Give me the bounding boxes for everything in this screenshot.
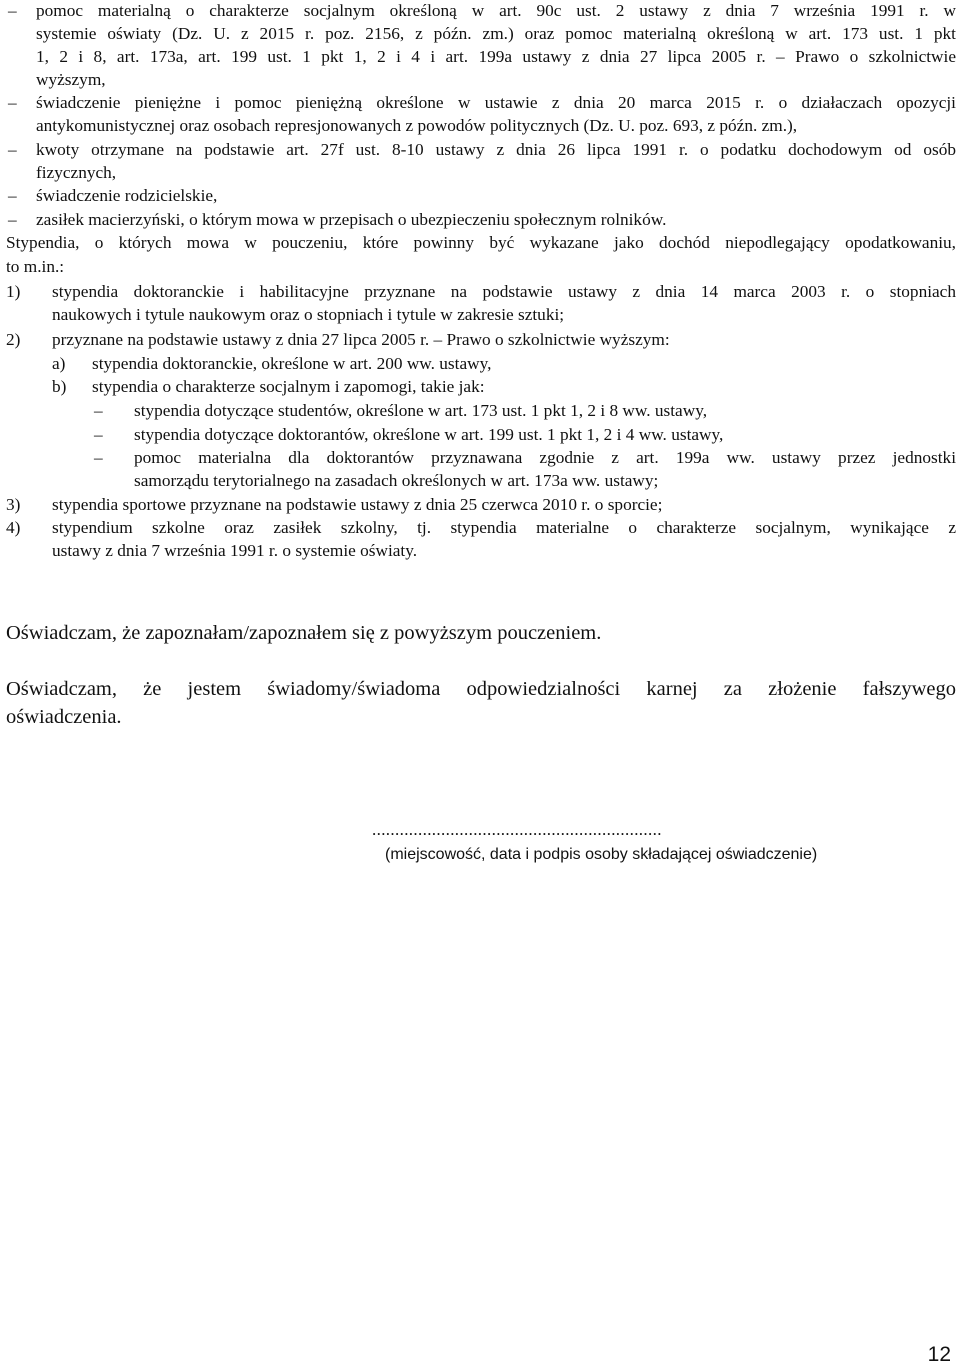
list-dash: – [8, 210, 17, 229]
list-item-text: zasiłek macierzyński, o którym mowa w przepisach o ubezpieczeniu społecznym rolników. [36, 210, 667, 229]
declaration-text: oświadczenia. [6, 706, 122, 728]
list-item-text: kwoty otrzymane na podstawie art. 27f ust. 8-10 ustawy z dnia 26 lipca 1991 r. o podatku dochodowym od osób [36, 140, 956, 159]
list-item-text: świadczenie pieniężne i pomoc pieniężną określone w ustawie z dnia 20 marca 2015 r. o działaczach opozycji [36, 93, 956, 112]
list-number: 3) [6, 495, 21, 514]
list-item-text: stypendium szkolne oraz zasiłek szkolny, tj. stypendia materialne o charakterze socjalnym, wynikające z [52, 518, 956, 537]
list-dash: – [94, 448, 103, 467]
list-letter: b) [52, 377, 67, 396]
list-number: 1) [6, 282, 21, 301]
list-dash: – [8, 93, 17, 112]
list-item-text: świadczenie rodzicielskie, [36, 186, 218, 205]
list-item-text: naukowych i tytule naukowym oraz o stopniach i tytule w zakresie sztuki; [52, 305, 565, 324]
list-number: 4) [6, 518, 21, 537]
declaration-text: Oświadczam, że jestem świadomy/świadoma odpowiedzialności karnej za złożenie fałszywego [6, 678, 956, 700]
list-item-text: fizycznych, [36, 163, 117, 182]
signature-caption: (miejscowość, data i podpis osoby składającej oświadczenie) [385, 846, 818, 863]
list-item-text: stypendia o charakterze socjalnym i zapomogi, takie jak: [92, 377, 485, 396]
list-item-text: stypendia dotyczące studentów, określone w art. 173 ust. 1 pkt 1, 2 i 8 ww. ustawy, [134, 401, 708, 420]
list-item-text: stypendia sportowe przyznane na podstawie ustawy z dnia 25 czerwca 2010 r. o sporcie; [52, 495, 663, 514]
list-dash: – [94, 401, 103, 420]
signature-line: ............................................................... [372, 820, 662, 839]
list-dash: – [94, 425, 103, 444]
list-item-text: przyznane na podstawie ustawy z dnia 27 lipca 2005 r. – Prawo o szkolnictwie wyższym: [52, 330, 670, 349]
list-item-text: stypendia doktoranckie, określone w art. 200 ww. ustawy, [92, 354, 492, 373]
list-item-text: antykomunistycznej oraz osobach represjonowanych z powodów politycznych (Dz. U. poz. 693, z późn. zm.), [36, 116, 798, 135]
list-dash: – [8, 1, 17, 20]
list-item-text: systemie oświaty (Dz. U. z 2015 r. poz. 2156, z późn. zm.) oraz pomoc materialną określoną w art. 173 ust. 1 pkt [36, 24, 956, 43]
list-number: 2) [6, 330, 21, 349]
list-item-text: stypendia doktoranckie i habilitacyjne przyznane na podstawie ustawy z dnia 14 marca 2003 r. o stopniach [52, 282, 956, 301]
list-dash: – [8, 140, 17, 159]
list-letter: a) [52, 354, 66, 373]
list-item-text: pomoc materialna dla doktorantów przyznawana zgodnie z art. 199a ww. ustawy przez jednostki [134, 448, 956, 467]
list-item-text: wyższym, [36, 70, 106, 89]
declaration-text: Oświadczam, że zapoznałam/zapoznałem się z powyższym pouczeniem. [6, 622, 602, 644]
list-dash: – [8, 186, 17, 205]
list-item-text: 1, 2 i 8, art. 173a, art. 199 ust. 1 pkt 1, 2 i 4 i art. 199a ustawy z dnia 27 lipca 2005 r. – Prawo o szkolnictwie [36, 47, 956, 66]
list-item-text: stypendia dotyczące doktorantów, określone w art. 199 ust. 1 pkt 1, 2 i 4 ww. ustawy, [134, 425, 724, 444]
list-item-text: samorządu terytorialnego na zasadach określonych w art. 173a ww. ustawy; [134, 471, 659, 490]
stypendia-intro: to m.in.: [6, 257, 65, 276]
list-item-text: ustawy z dnia 7 września 1991 r. o systemie oświaty. [52, 541, 418, 560]
list-item-text: pomoc materialną o charakterze socjalnym określoną w art. 90c ust. 2 ustawy z dnia 7 września 1991 r. w [36, 1, 956, 20]
stypendia-intro: Stypendia, o których mowa w pouczeniu, które powinny być wykazane jako dochód niepodlegający opodatkowaniu, [6, 233, 956, 252]
page-number: 12 [927, 1343, 951, 1366]
